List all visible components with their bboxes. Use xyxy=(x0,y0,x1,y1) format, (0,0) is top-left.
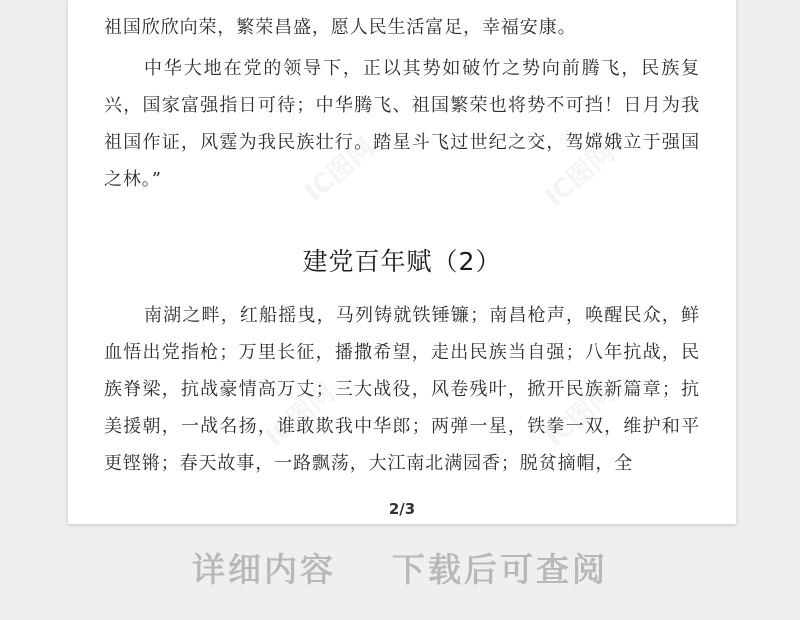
watermark-logo: IC图网 xyxy=(539,377,621,453)
download-label: 下载后可查阅 xyxy=(392,550,608,589)
paragraph-middle: 中华大地在党的领导下，正以其势如破竹之势向前腾飞，民族复兴，国家富强指日可待；中华腾飞、祖国繁荣也将势不可挡！日月为我祖国作证，风霆为我民族壮行。踏星斗飞过世纪之交，驾嫦娥立于强国之林。” xyxy=(104,58,700,190)
paragraph-section: 南湖之畔，红船摇曳，马列铸就铁锤镰；南昌枪声，唤醒民众，鲜血悟出党指枪；万里长征，播撒希望，走出民族当自强；八年抗战，民族脊梁，抗战豪情高万丈；三大战役，风卷残叶，掀开民族新篇章；抗美援朝，一战名扬，谁敢欺我中华郎；两弹一星，铁拳一双，维护和平更铿锵；春天故事，一路飘荡，大江南北满园香；脱贫摘帽，全 xyxy=(104,305,700,474)
watermark-logo: IC图网 xyxy=(299,132,381,208)
details-label: 详细内容 xyxy=(192,550,336,589)
section-title: 建党百年赋（2） xyxy=(302,247,502,276)
footer-actions xyxy=(0,544,800,591)
watermark-logo: IC图网 xyxy=(259,377,341,453)
paragraph-top: 祖国欣欣向荣，繁荣昌盛，愿人民生活富足，幸福安康。 xyxy=(104,17,577,38)
watermark-logo: IC图网 xyxy=(539,137,621,213)
page-number: 2/3 xyxy=(388,500,416,518)
document-page xyxy=(68,0,736,524)
